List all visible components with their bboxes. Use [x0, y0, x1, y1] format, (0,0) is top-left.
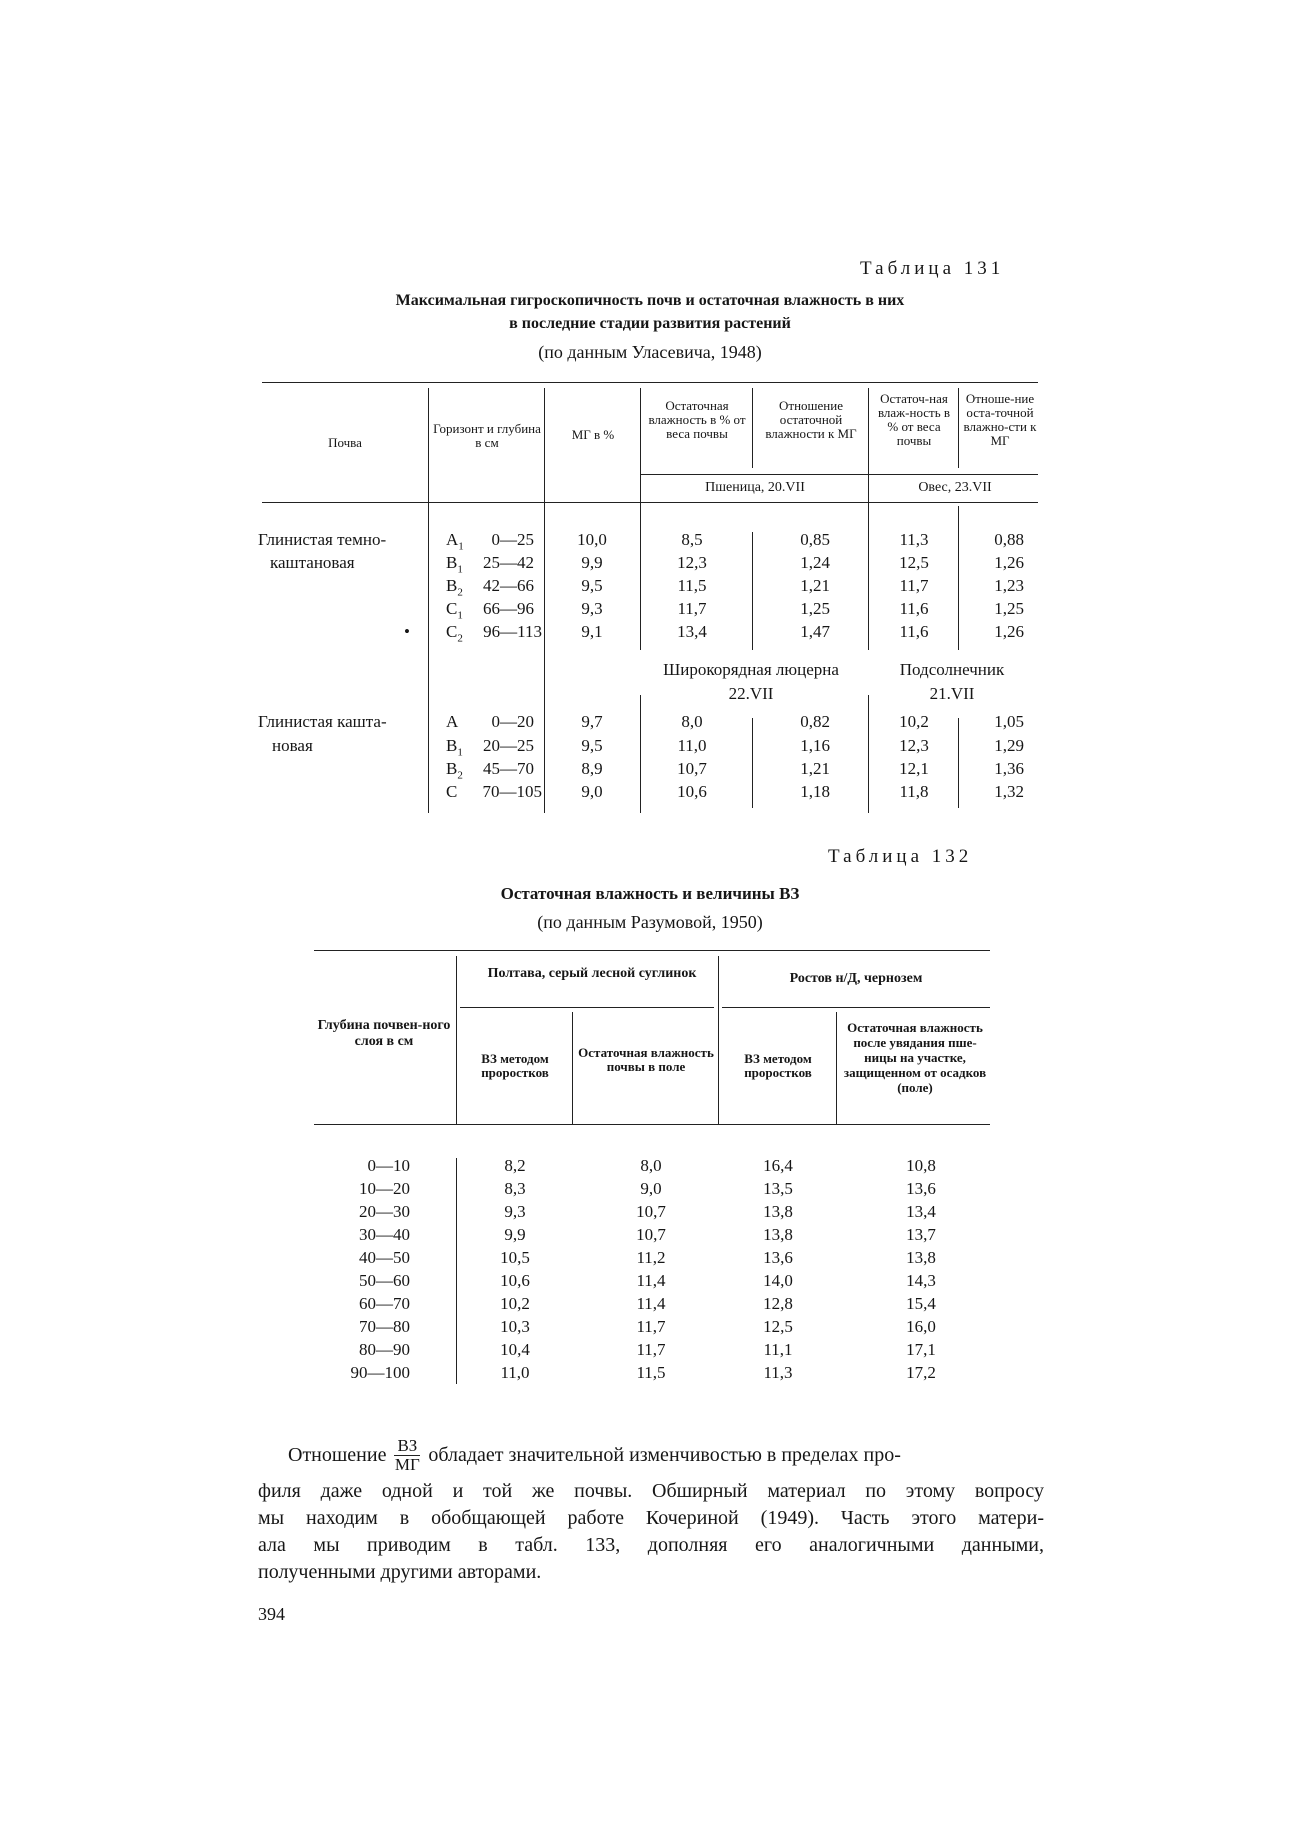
- ratio-cell: 0,88: [994, 530, 1024, 549]
- depth-cell: 50—60: [359, 1271, 410, 1290]
- ratio-cell: 1,25: [994, 599, 1024, 618]
- residual-cell: 11,4: [636, 1271, 666, 1290]
- horizon-cell: $B_1$: [446, 736, 463, 759]
- vz-cell: 13,8: [763, 1202, 793, 1221]
- table-131-col-rule: [958, 506, 959, 650]
- table-131-col-rule: [428, 388, 429, 813]
- mg-cell: 9,9: [581, 553, 603, 572]
- ratio-cell: 0,85: [800, 530, 830, 549]
- horizon-cell: $B_2$: [446, 759, 463, 782]
- table-132-group-rule: [722, 1007, 990, 1008]
- body-paragraph: [258, 1432, 1044, 1586]
- header-vz-1: ВЗ методом проростков: [481, 1051, 549, 1080]
- header-crop-oats: Овес, 23.VII: [918, 480, 992, 495]
- horizon-cell: $C_2$: [446, 622, 463, 645]
- ratio-cell: 1,16: [800, 736, 830, 755]
- header-ratio-1: Отношение остаточной влажности к МГ: [765, 398, 857, 441]
- table-131-col-rule: [958, 718, 959, 808]
- residual-cell: 12,5: [899, 553, 929, 572]
- table-131-col-rule: [868, 388, 869, 650]
- ratio-cell: 1,21: [800, 759, 830, 778]
- depth-cell: 90—100: [350, 1363, 410, 1382]
- table-132-source: (по данным Разумовой, 1950): [537, 912, 763, 932]
- table-131-title-line1: Максимальная гигроскопичность почв и остаточная влажность в них: [395, 292, 905, 309]
- soil-name-2b: новая: [272, 736, 313, 755]
- ratio-cell: 1,24: [800, 553, 830, 572]
- vz-cell: 12,8: [763, 1294, 793, 1313]
- vz-cell: 10,3: [500, 1317, 530, 1336]
- vz-cell: 8,2: [504, 1156, 526, 1175]
- depth-cell: 40—50: [359, 1248, 410, 1267]
- depth-cell: 45—70: [483, 759, 534, 778]
- table-132-title: Остаточная влажность и величины ВЗ: [500, 884, 800, 903]
- residual-cell: 11,5: [677, 576, 707, 595]
- mg-cell: 8,9: [581, 759, 603, 778]
- header-residual-1: Остаточная влажность в % от веса почвы: [648, 398, 746, 441]
- residual-cell: 11,5: [636, 1363, 666, 1382]
- depth-cell: 80—90: [359, 1340, 410, 1359]
- vz-cell: 12,5: [763, 1317, 793, 1336]
- vz-cell: 13,5: [763, 1179, 793, 1198]
- soil-name-1b: каштановая: [270, 553, 355, 572]
- vz-cell: 11,1: [763, 1340, 793, 1359]
- table-132-col-rule: [836, 1012, 837, 1124]
- residual-cell: 10,2: [899, 712, 929, 731]
- table-131-header-rule: [262, 502, 1038, 503]
- vz-cell: 9,3: [504, 1202, 526, 1221]
- horizon-cell: A: [446, 712, 459, 731]
- table-131-col-rule: [958, 388, 959, 468]
- table-132-label: Таблица 132: [828, 846, 973, 867]
- residual-cell: 11,6: [899, 599, 929, 618]
- residual-cell: 10,6: [677, 782, 707, 801]
- ratio-cell: 1,21: [800, 576, 830, 595]
- residual-cell: 11,6: [899, 622, 929, 641]
- horizon-cell: $B_2$: [446, 576, 463, 599]
- residual-cell: 11,0: [677, 736, 707, 755]
- vz-cell: 13,8: [763, 1225, 793, 1244]
- residual-cell: 10,8: [906, 1156, 936, 1175]
- page-number: 394: [258, 1604, 285, 1624]
- ratio-cell: 1,23: [994, 576, 1024, 595]
- depth-cell: 20—30: [359, 1202, 410, 1221]
- vz-cell: 10,4: [500, 1340, 530, 1359]
- mg-cell: 9,0: [581, 782, 603, 801]
- paragraph-start: Отношение: [288, 1443, 387, 1466]
- mg-cell: 10,0: [577, 530, 607, 549]
- residual-cell: 11,7: [636, 1317, 666, 1336]
- residual-cell: 16,0: [906, 1317, 936, 1336]
- header-rostov: Ростов н/Д, чернозем: [789, 971, 923, 986]
- crop-sunflower: Подсолнечник: [899, 660, 1005, 679]
- horizon-cell: C: [446, 782, 458, 801]
- table-131-col-rule: [752, 388, 753, 468]
- table-131-col-rule: [544, 388, 545, 813]
- table-131-crop-rule: [640, 474, 1038, 475]
- residual-cell: 11,7: [899, 576, 929, 595]
- table-132-col-rule: [572, 1012, 573, 1124]
- residual-cell: 11,7: [677, 599, 707, 618]
- table-132-group-rule: [460, 1007, 714, 1008]
- residual-cell: 11,8: [899, 782, 929, 801]
- depth-cell: 70—105: [482, 782, 542, 801]
- residual-cell: 12,1: [899, 759, 929, 778]
- table-131-col-rule: [640, 695, 641, 813]
- mg-cell: 9,5: [581, 576, 603, 595]
- fraction-numerator: ВЗ: [394, 1437, 420, 1456]
- header-residual-1: Остаточная влажность почвы в поле: [578, 1045, 714, 1074]
- soil-name-2a: Глинистая кашта-: [258, 712, 387, 731]
- depth-cell: 96—113: [483, 622, 542, 641]
- mg-cell: 9,5: [581, 736, 603, 755]
- horizon-cell: $B_1$: [446, 553, 463, 576]
- horizon-cell: $A_1$: [446, 530, 464, 553]
- depth-cell: 70—80: [359, 1317, 410, 1336]
- crop-lucerne-date: 22.VII: [728, 684, 774, 703]
- table-131-col-rule: [640, 388, 641, 650]
- ratio-cell: 1,05: [994, 712, 1024, 731]
- horizon-cell: $C_1$: [446, 599, 463, 622]
- mg-cell: 9,7: [581, 712, 603, 731]
- fraction-denominator: МГ: [394, 1454, 420, 1474]
- residual-cell: 9,0: [640, 1179, 662, 1198]
- depth-cell: 10—20: [359, 1179, 410, 1198]
- table-131-col-rule: [752, 532, 753, 650]
- table-131-title-line2: в последние стадии развития растений: [509, 315, 791, 332]
- residual-cell: 10,7: [636, 1202, 666, 1221]
- fraction-vz-mg: [394, 1437, 420, 1474]
- residual-cell: 13,4: [906, 1202, 936, 1221]
- crop-lucerne: Широкорядная люцерна: [663, 660, 839, 679]
- vz-cell: 10,2: [500, 1294, 530, 1313]
- crop-sunflower-date: 21.VII: [929, 684, 975, 703]
- mg-cell: 9,3: [581, 599, 603, 618]
- vz-cell: 11,3: [763, 1363, 793, 1382]
- residual-cell: 8,0: [640, 1156, 662, 1175]
- header-residual-2: Остаточ-ная влаж-ность в % от веса почвы: [877, 391, 951, 448]
- depth-cell: 42—66: [483, 576, 534, 595]
- ratio-cell: 1,26: [994, 553, 1024, 572]
- table-132-col-rule: [718, 956, 719, 1124]
- table-131-col-rule: [752, 718, 753, 808]
- ratio-cell: 1,25: [800, 599, 830, 618]
- residual-cell: 13,4: [677, 622, 707, 641]
- header-crop-wheat: Пшеница, 20.VII: [705, 480, 805, 495]
- vz-cell: 10,6: [500, 1271, 530, 1290]
- ratio-cell: 1,36: [994, 759, 1024, 778]
- depth-cell: 0—20: [491, 712, 534, 731]
- ratio-cell: 1,32: [994, 782, 1024, 801]
- table-131-source: (по данным Уласевича, 1948): [538, 342, 762, 362]
- residual-cell: 17,2: [906, 1363, 936, 1382]
- header-mg: МГ в %: [571, 427, 615, 442]
- table-132-header-rule: [314, 1124, 990, 1125]
- paragraph-line-4: ала мы приводим в табл. 133, дополняя его аналогичными данными,: [258, 1534, 1044, 1556]
- residual-cell: 11,4: [636, 1294, 666, 1313]
- paragraph-line1-rest: обладает значительной изменчивостью в пределах про-: [428, 1443, 901, 1466]
- table-131-top-rule: [262, 382, 1038, 383]
- paragraph-line-1: [258, 1432, 1044, 1478]
- vz-cell: 9,9: [504, 1225, 526, 1244]
- header-residual-2: Остаточная влажность после увядания пше-ницы на участке, защищенном от осадков (поле): [843, 1020, 987, 1095]
- residual-cell: 11,2: [636, 1248, 666, 1267]
- residual-cell: 8,0: [681, 712, 703, 731]
- bullet-mark: •: [404, 622, 410, 641]
- vz-cell: 10,5: [500, 1248, 530, 1267]
- residual-cell: 10,7: [636, 1225, 666, 1244]
- ratio-cell: 1,29: [994, 736, 1024, 755]
- table-131-col-rule: [868, 695, 869, 813]
- header-depth: Глубина почвен-ного слоя в см: [317, 1018, 451, 1049]
- residual-cell: 15,4: [906, 1294, 936, 1313]
- depth-cell: 0—10: [367, 1156, 410, 1175]
- table-132-col-rule: [456, 1158, 457, 1384]
- residual-cell: 13,6: [906, 1179, 936, 1198]
- paragraph-line-2: филя даже одной и той же почвы. Обширный материал по этому вопросу: [258, 1480, 1044, 1502]
- vz-cell: 11,0: [500, 1363, 530, 1382]
- ratio-cell: 0,82: [800, 712, 830, 731]
- depth-cell: 60—70: [359, 1294, 410, 1313]
- depth-cell: 30—40: [359, 1225, 410, 1244]
- residual-cell: 11,3: [899, 530, 929, 549]
- residual-cell: 17,1: [906, 1340, 936, 1359]
- table-131-label: Таблица 131: [860, 258, 1005, 279]
- table-132-top-rule: [314, 950, 990, 951]
- header-poltava: Полтава, серый лесной суглинок: [487, 966, 697, 981]
- paragraph-line-5: полученными другими авторами.: [258, 1561, 542, 1583]
- depth-cell: 20—25: [483, 736, 534, 755]
- ratio-cell: 1,26: [994, 622, 1024, 641]
- header-ratio-2: Отноше-ние оста-точной влажно-сти к МГ: [963, 391, 1037, 448]
- depth-cell: 66—96: [483, 599, 534, 618]
- residual-cell: 12,3: [677, 553, 707, 572]
- residual-cell: 11,7: [636, 1340, 666, 1359]
- header-vz-2: ВЗ методом проростков: [744, 1051, 812, 1080]
- residual-cell: 14,3: [906, 1271, 936, 1290]
- depth-cell: 0—25: [491, 530, 534, 549]
- paragraph-line-3: мы находим в обобщающей работе Кочериной (1949). Часть этого матери-: [258, 1507, 1044, 1529]
- residual-cell: 12,3: [899, 736, 929, 755]
- header-soil: Почва: [328, 435, 362, 450]
- ratio-cell: 1,47: [800, 622, 830, 641]
- depth-cell: 25—42: [483, 553, 534, 572]
- residual-cell: 13,8: [906, 1248, 936, 1267]
- mg-cell: 9,1: [581, 622, 603, 641]
- header-horizon: Горизонт и глубина в см: [433, 421, 541, 450]
- ratio-cell: 1,18: [800, 782, 830, 801]
- vz-cell: 8,3: [504, 1179, 526, 1198]
- residual-cell: 8,5: [681, 530, 703, 549]
- residual-cell: 10,7: [677, 759, 707, 778]
- vz-cell: 14,0: [763, 1271, 793, 1290]
- table-132-col-rule: [456, 956, 457, 1124]
- soil-name-1a: Глинистая темно-: [258, 530, 387, 549]
- residual-cell: 13,7: [906, 1225, 936, 1244]
- vz-cell: 16,4: [763, 1156, 793, 1175]
- vz-cell: 13,6: [763, 1248, 793, 1267]
